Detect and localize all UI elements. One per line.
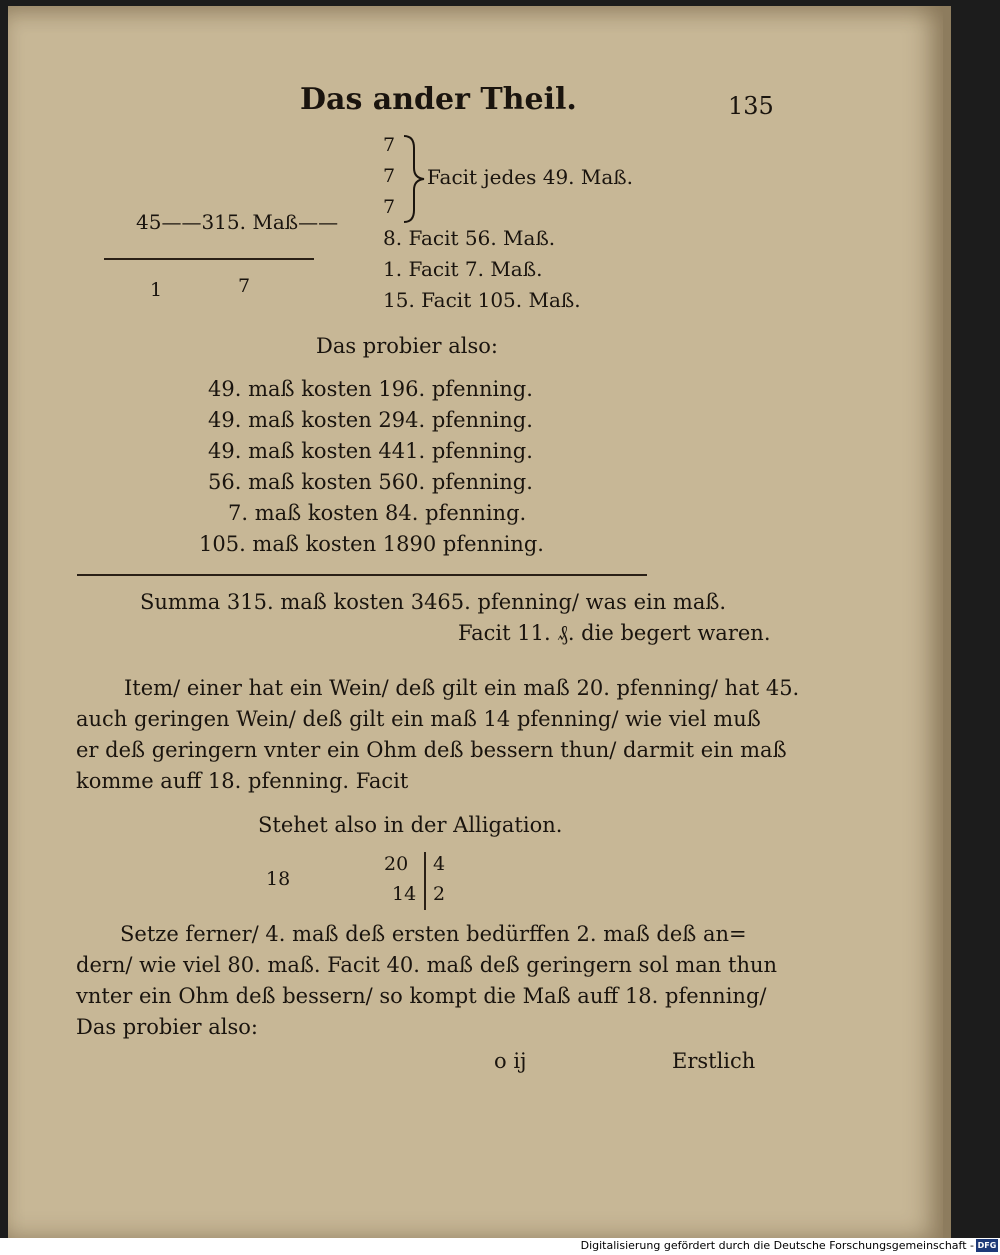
summa-line: Summa 315. maß kosten 3465. pfenning/ was ein maß.: [140, 590, 727, 614]
facit-jedes: Facit jedes 49. Maß.: [427, 165, 634, 189]
problem-line-1: Item/ einer hat ein Wein/ deß gilt ein maß 20. pfenning/ hat 45.: [124, 676, 800, 700]
summa-rule: [77, 574, 647, 576]
page-number: 135: [728, 92, 774, 120]
probe-line-4: 56. maß kosten 560. pfenning.: [208, 470, 533, 494]
alligation-title: Stehet also in der Alligation.: [258, 813, 563, 837]
probe-line-6: 105. maß kosten 1890 pfenning.: [199, 532, 544, 556]
conclusion-line-4: Das probier also:: [76, 1015, 258, 1039]
brace-seven-3: 7: [383, 196, 396, 218]
conclusion-line-3: vnter ein Ohm deß bessern/ so kompt die Maß auff 18. pfenning/: [76, 984, 767, 1008]
problem-line-3: er deß geringern vnter ein Ohm deß bessern thun/ darmit ein maß: [76, 738, 787, 762]
below-right-value: 7: [238, 275, 251, 297]
problem-line-4: komme auff 18. pfenning. Facit: [76, 769, 409, 793]
page-edge: [943, 6, 951, 1238]
equation-line: 45——315. Maß——: [136, 210, 339, 234]
alligation-divider: [424, 852, 426, 910]
alligation-left: 18: [266, 868, 291, 890]
below-left-value: 1: [150, 279, 163, 301]
alligation-bottom-value: 14: [392, 883, 417, 905]
probe-line-5: 7. maß kosten 84. pfenning.: [228, 501, 527, 525]
probe-title: Das probier also:: [316, 334, 498, 358]
equation-rule: [104, 258, 314, 260]
conclusion-line-1: Setze ferner/ 4. maß deß ersten bedürffen 2. maß deß an=: [120, 922, 747, 946]
catchword: Erstlich: [672, 1049, 756, 1073]
conclusion-line-2: dern/ wie viel 80. maß. Facit 40. maß deß geringern sol man thun: [76, 953, 778, 977]
result-1: 8. Facit 56. Maß.: [383, 226, 556, 250]
probe-line-3: 49. maß kosten 441. pfenning.: [208, 439, 533, 463]
problem-line-2: auch geringen Wein/ deß gilt ein maß 14 pfenning/ wie viel muß: [76, 707, 761, 731]
alligation-bottom-result: 2: [433, 883, 446, 905]
signature-mark: o ij: [494, 1049, 527, 1073]
alligation-top-value: 20: [384, 853, 409, 875]
brace-seven-1: 7: [383, 134, 396, 156]
footer-bar: [0, 1238, 1000, 1255]
probe-line-2: 49. maß kosten 294. pfenning.: [208, 408, 533, 432]
footer-text: Digitalisierung gefördert durch die Deutsche Forschungsgemeinschaft -: [580, 1239, 974, 1252]
dfg-logo-icon: DFG: [977, 1241, 997, 1250]
probe-line-1: 49. maß kosten 196. pfenning.: [208, 377, 533, 401]
alligation-top-result: 4: [433, 853, 446, 875]
result-2: 1. Facit 7. Maß.: [383, 257, 543, 281]
brace-seven-2: 7: [383, 165, 396, 187]
curly-brace-icon: [400, 134, 430, 224]
result-3: 15. Facit 105. Maß.: [383, 288, 581, 312]
summa-facit: Facit 11. ₰. die begert waren.: [458, 621, 771, 645]
running-head: Das ander Theil.: [300, 82, 577, 117]
